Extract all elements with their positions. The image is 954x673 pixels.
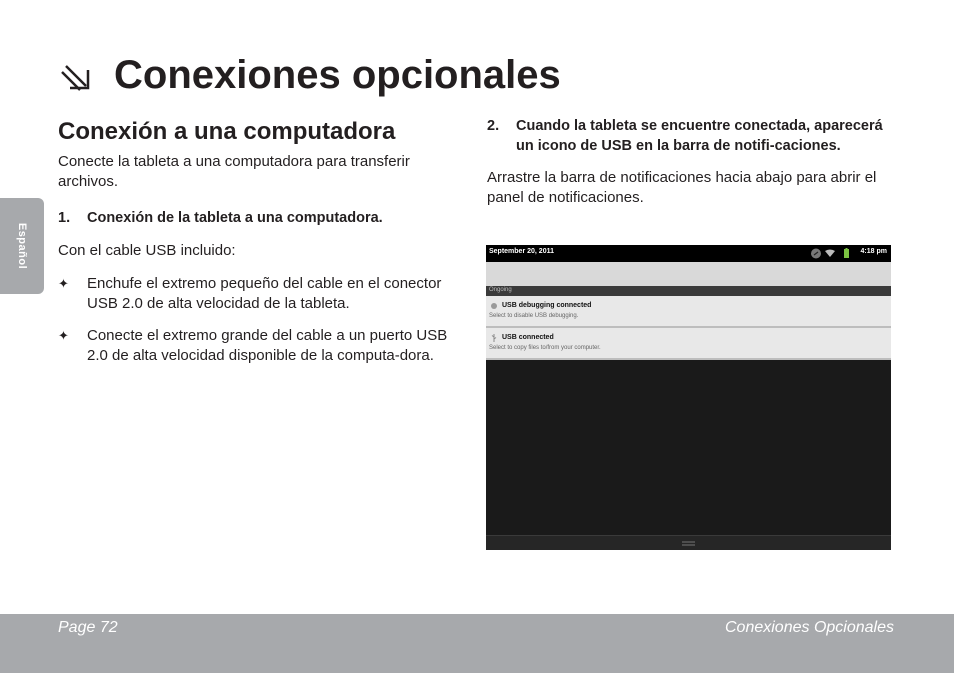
panel-drag-handle[interactable] [486,535,891,550]
notification-title: USB debugging connected [502,302,592,309]
bullet-item [58,326,470,366]
arrow-down-right-icon [58,58,92,92]
notification-usb-connected[interactable] [486,328,891,360]
wifi-icon [825,250,835,258]
left-column [58,116,470,366]
page-footer [0,614,954,673]
step-2-number: 2. [487,118,500,134]
page-title: Conexiones opcionales [114,52,561,97]
notification-subtitle: Select to copy files to/from your computer. [489,345,601,351]
right-column [487,116,897,208]
step-1 [58,208,470,228]
tablet-screenshot [486,245,891,550]
footer-section-title: Conexiones Opcionales [725,619,894,636]
status-date: September 20, 2011 [489,248,554,255]
step-1-text: Conexión de la tableta a una computadora. [87,210,383,226]
bullet-text: Conecte el extremo grande del cable a un puerto USB 2.0 de alta velocidad disponible de la computa-dora. [87,327,448,364]
section-heading: Conexión a una computadora [58,118,396,145]
status-time: 4:18 pm [860,248,887,255]
page-number: Page 72 [58,619,118,636]
notification-subtitle: Select to disable USB debugging. [489,313,579,319]
notification-title: USB connected [502,334,554,341]
status-icons [810,247,858,260]
bullet-text: Enchufe el extremo pequeño del cable en el conector USB 2.0 de alta velocidad de la tableta. [87,275,442,312]
grip-icon [682,541,695,546]
notification-usb-debugging[interactable] [486,296,891,328]
step-2 [487,116,897,156]
battery-icon [844,248,849,258]
drag-text: Arrastre la barra de notificaciones hacia abajo para abrir el panel de notificaciones. [487,169,877,206]
usb-status-icon [811,249,821,259]
bullet-star-icon: ✦ [58,328,69,343]
step-1-number: 1. [58,210,71,226]
cable-text: Con el cable USB incluido: [58,242,236,259]
step-2-text: Cuando la tableta se encuentre conectada, aparecerá un icono de USB en la barra de notifi-caciones. [516,118,883,154]
bug-icon [490,302,498,310]
ongoing-label: Ongoing [489,287,512,293]
notification-panel-header [486,262,891,286]
page-header [58,50,561,100]
bullet-star-icon: ✦ [58,276,69,291]
bullet-item [58,274,470,314]
intro-text: Conecte la tableta a una computadora para transferir archivos. [58,153,410,190]
ongoing-section [486,286,891,296]
status-bar [486,245,891,262]
language-tab [0,198,44,294]
language-tab-label: Español [16,222,28,270]
usb-icon [490,334,498,342]
